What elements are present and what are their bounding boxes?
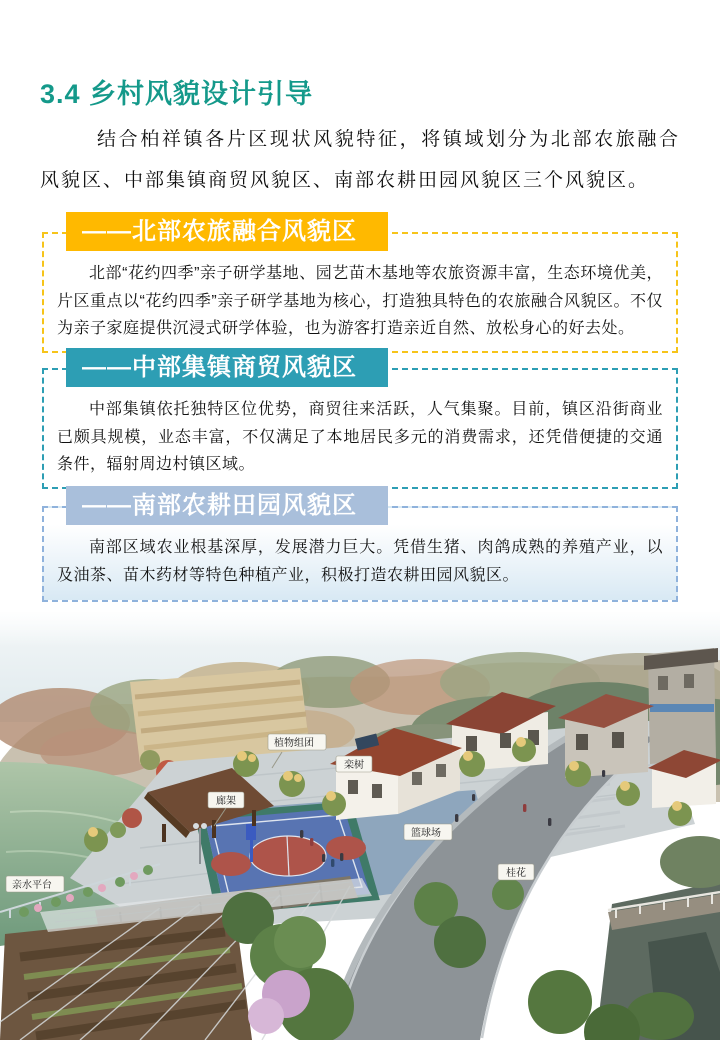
section-north-body: 北部“花约四季”亲子研学基地、园艺苗木基地等农旅资源丰富，生态环境优美，片区重点以“花约四季”亲子研学基地为核心，打造独具特色的农旅融合风貌区。不仅为亲子家庭提供沉浸式研学体验，也为游客打造亲近自然、放松身心的好去处。 — [57, 265, 663, 338]
section-south-banner: ——南部农耕田园风貌区 — [66, 486, 388, 525]
label-osmanthus — [498, 864, 534, 880]
section-south — [42, 492, 678, 602]
section-south-body: 南部区域农业根基深厚，发展潜力巨大。凭借生猪、肉鸽成熟的养殖产业，以及油茶、苗木药材等特色种植产业，积极打造农耕田园风貌区。 — [57, 539, 663, 584]
village-rendering-image — [0, 612, 720, 1040]
section-central-banner: ——中部集镇商贸风貌区 — [66, 348, 388, 387]
page-title: 3.4 乡村风貌设计引导 — [40, 79, 314, 109]
intro-paragraph: 结合柏祥镇各片区现状风貌特征，将镇域划分为北部农旅融合风貌区、中部集镇商贸风貌区、南部农耕田园风貌区三个风貌区。 — [40, 129, 680, 191]
section-north — [42, 218, 678, 353]
section-north-banner: ——北部农旅融合风貌区 — [66, 212, 388, 251]
section-central-body: 中部集镇依托独特区位优势，商贸往来活跃，人气集聚。目前，镇区沿街商业已颇具规模，业态丰富，不仅满足了本地居民多元的消费需求，还凭借便捷的交通条件，辐射周边村镇区域。 — [57, 401, 663, 474]
label-waterfront-platform — [6, 876, 64, 892]
svg-text:栾树: 栾树 — [344, 760, 364, 771]
svg-text:亲水平台: 亲水平台 — [12, 880, 52, 891]
svg-text:廊架: 廊架 — [216, 796, 236, 807]
svg-text:植物组团: 植物组团 — [274, 738, 314, 749]
label-basketball-court — [404, 824, 452, 840]
section-central — [42, 354, 678, 489]
svg-text:篮球场: 篮球场 — [411, 828, 441, 839]
svg-text:桂花: 桂花 — [506, 868, 526, 879]
label-goldenrain-tree — [336, 756, 372, 772]
top-fade — [0, 612, 720, 646]
